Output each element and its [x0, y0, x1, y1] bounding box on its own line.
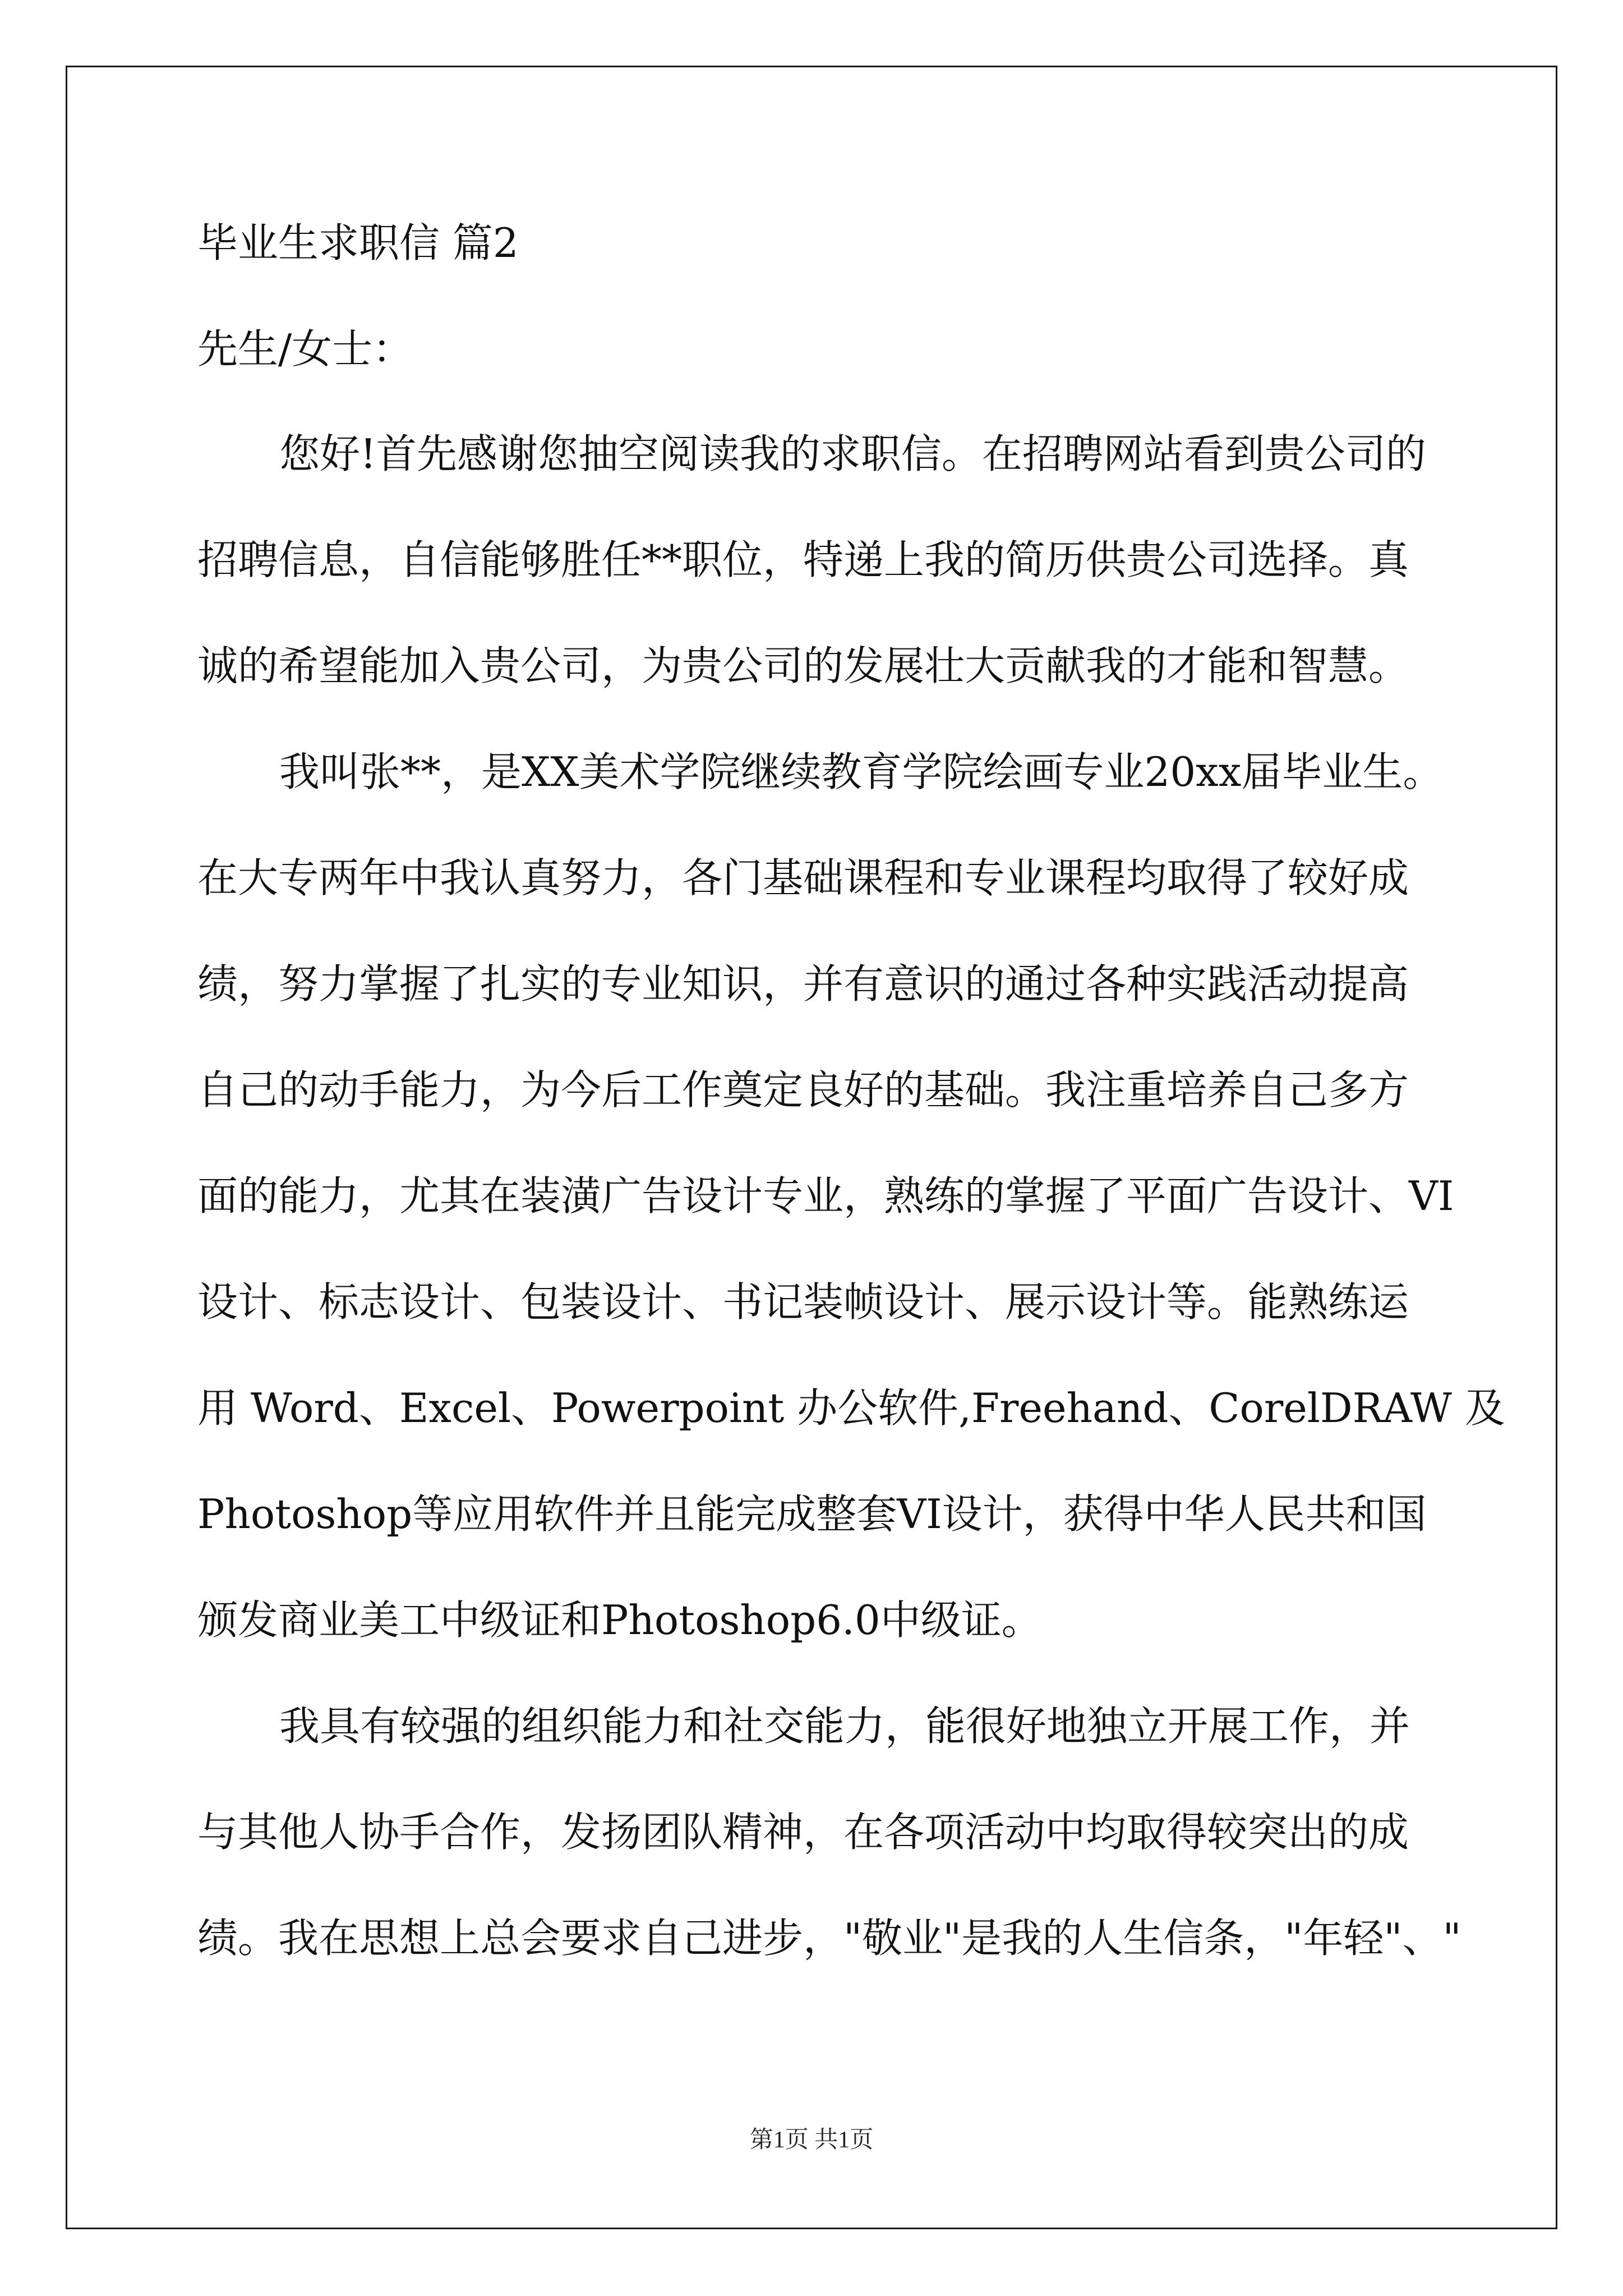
paragraph-greeting — [197, 427, 1426, 693]
page-footer: 第1页 共1页 — [749, 2127, 874, 2153]
document-title: 毕业生求职信 篇2 — [197, 219, 519, 266]
paragraph-line: 招聘信息，自信能够胜任**职位，特递上我的简历供贵公司选择。真 — [197, 536, 1409, 583]
paragraph-abilities — [197, 1699, 1461, 1965]
paragraph-line: 诚的希望能加入贵公司，为贵公司的发展壮大贡献我的才能和智慧。 — [197, 642, 1409, 689]
letter-body — [197, 216, 1505, 2017]
paragraph-introduction — [197, 745, 1505, 1647]
paragraph-line: 我具有较强的组织能力和社交能力，能很好地独立开展工作，并 — [279, 1703, 1410, 1750]
paragraph-line: 用 Word、Excel、Powerpoint 办公软件,Freehand、CorelDRAW 及 — [197, 1384, 1505, 1432]
paragraph-line: 设计、标志设计、包装设计、书记装帧设计、展示设计等。能熟练运 — [197, 1278, 1409, 1326]
paragraph-line: 绩，努力掌握了扎实的专业知识，并有意识的通过各种实践活动提高 — [197, 960, 1409, 1007]
salutation: 先生/女士： — [197, 325, 413, 372]
paragraph-line: 我叫张**，是XX美术学院继续教育学院绘画专业20xx届毕业生。 — [279, 748, 1444, 795]
paragraph-line: 颁发商业美工中级证和Photoshop6.0中级证。 — [197, 1596, 1042, 1644]
paragraph-line: Photoshop等应用软件并且能完成整套VI设计，获得中华人民共和国 — [197, 1490, 1427, 1538]
paragraph-line: 在大专两年中我认真努力，各门基础课程和专业课程均取得了较好成 — [197, 854, 1409, 901]
paragraph-line: 与其他人协手合作，发扬团队精神，在各项活动中均取得较突出的成 — [197, 1809, 1409, 1856]
paragraph-line: 自己的动手能力，为今后工作奠定良好的基础。我注重培养自己多方 — [197, 1066, 1409, 1114]
paragraph-line: 绩。我在思想上总会要求自己进步，"敬业"是我的人生信条，"年轻"、" — [197, 1915, 1461, 1962]
paragraph-line: 面的能力，尤其在装潢广告设计专业，熟练的掌握了平面广告设计、VI — [197, 1172, 1454, 1220]
paragraph-line: 您好!首先感谢您抽空阅读我的求职信。在招聘网站看到贵公司的 — [279, 430, 1426, 477]
